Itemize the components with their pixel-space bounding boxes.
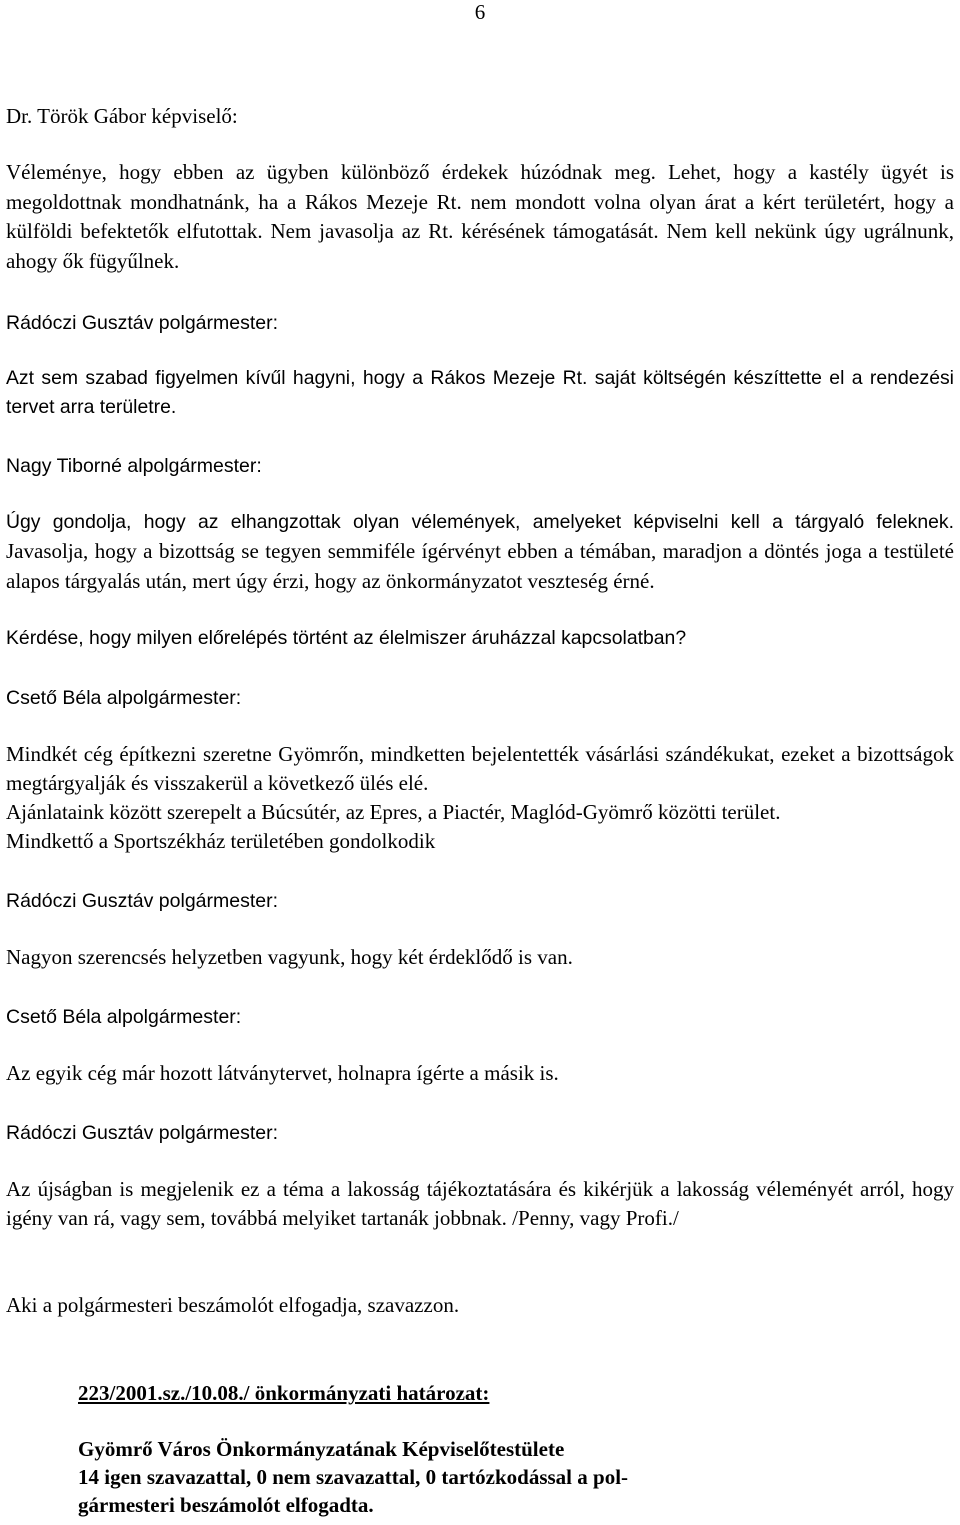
speaker-heading: Rádóczi Gusztáv polgármester: — [6, 890, 279, 912]
speaker-heading: Nagy Tiborné alpolgármester: — [6, 455, 262, 477]
speaker-heading: Rádóczi Gusztáv polgármester: — [6, 1122, 279, 1144]
page-number: 6 — [474, 0, 486, 24]
speaker-heading: Csető Béla alpolgármester: — [6, 687, 242, 709]
speaker-heading: Dr. Török Gábor képviselő: — [6, 104, 238, 128]
statement-sentence: Javasolja, hogy a bizottság se tegyen semmiféle ígérvényt ebben a témában, maradjon a döntés joga a testületé alapos tárgyalás után, mert úgy érzi, hogy az önkormányzatot veszteség érné. — [6, 539, 954, 594]
statement-paragraph: Kérdése, hogy milyen előrelépés történt az élelmiszer áruházzal kapcsolatban? — [6, 627, 687, 649]
statement-paragraph: Mindkettő a Sportszékház területében gondolkodik — [6, 829, 436, 853]
statement-paragraph: Azt sem szabad figyelmen kívűl hagyni, hogy a Rákos Mezeje Rt. saját költségén készíttette el a rendezési tervet arra területre. — [6, 367, 954, 419]
resolution-line: gármesteri beszámolót elfogadta. — [78, 1493, 374, 1517]
resolution-line: 14 igen szavazattal, 0 nem szavazattal, 0 tartózkodással a pol- — [78, 1465, 629, 1489]
statement-paragraph — [6, 508, 954, 598]
speaker-heading: Rádóczi Gusztáv polgármester: — [6, 312, 279, 334]
statement-paragraph: Ajánlataink között szerepelt a Búcsútér, az Epres, a Piactér, Maglód-Gyömrő közötti terület. — [6, 800, 781, 824]
statement-paragraph: Véleménye, hogy ebben az ügyben különböző érdekek húzódnak meg. Lehet, hogy a kastély ügyét is megoldottnak mondhatnánk, ha a Rákos Mezeje Rt. nem mondott volna olyan árat a kért területért, hogy a külföldi befektetők elfutottak. Nem javasolja az Rt. kérésének támogatását. Nem kell nekünk úgy ugrálnunk, ahogy ők fügyűlnek. — [6, 160, 954, 273]
statement-paragraph: Az egyik cég már hozott látványtervet, holnapra ígérte a másik is. — [6, 1061, 559, 1085]
statement-sentence: Úgy gondolja, hogy az elhangzottak olyan vélemények, amelyeket képviselni kell a tárgyaló feleknek. — [6, 511, 954, 533]
statement-paragraph: Az újságban is megjelenik ez a téma a lakosság tájékoztatására és kikérjük a lakosság véleményét arról, hogy igény van rá, vagy sem, továbbá melyiket tartanák jobbnak. /Penny, vagy Profi./ — [6, 1177, 954, 1231]
resolution-line: Gyömrő Város Önkormányzatának Képviselőtestülete — [78, 1437, 565, 1461]
resolution-body — [78, 1435, 758, 1519]
statement-paragraph: Aki a polgármesteri beszámolót elfogadja, szavazzon. — [6, 1293, 460, 1317]
speaker-heading: Csető Béla alpolgármester: — [6, 1006, 242, 1028]
statement-paragraph: Mindkét cég építkezni szeretne Gyömrőn, mindketten bejelentették vásárlási szándékukat, ezeket a bizottságok megtárgyalják és visszakerül a következő ülés elé. — [6, 742, 954, 796]
resolution-number: 223/2001.sz./10.08./ önkormányzati határozat: — [78, 1381, 490, 1405]
statement-paragraph: Nagyon szerencsés helyzetben vagyunk, hogy két érdeklődő is van. — [6, 945, 573, 969]
